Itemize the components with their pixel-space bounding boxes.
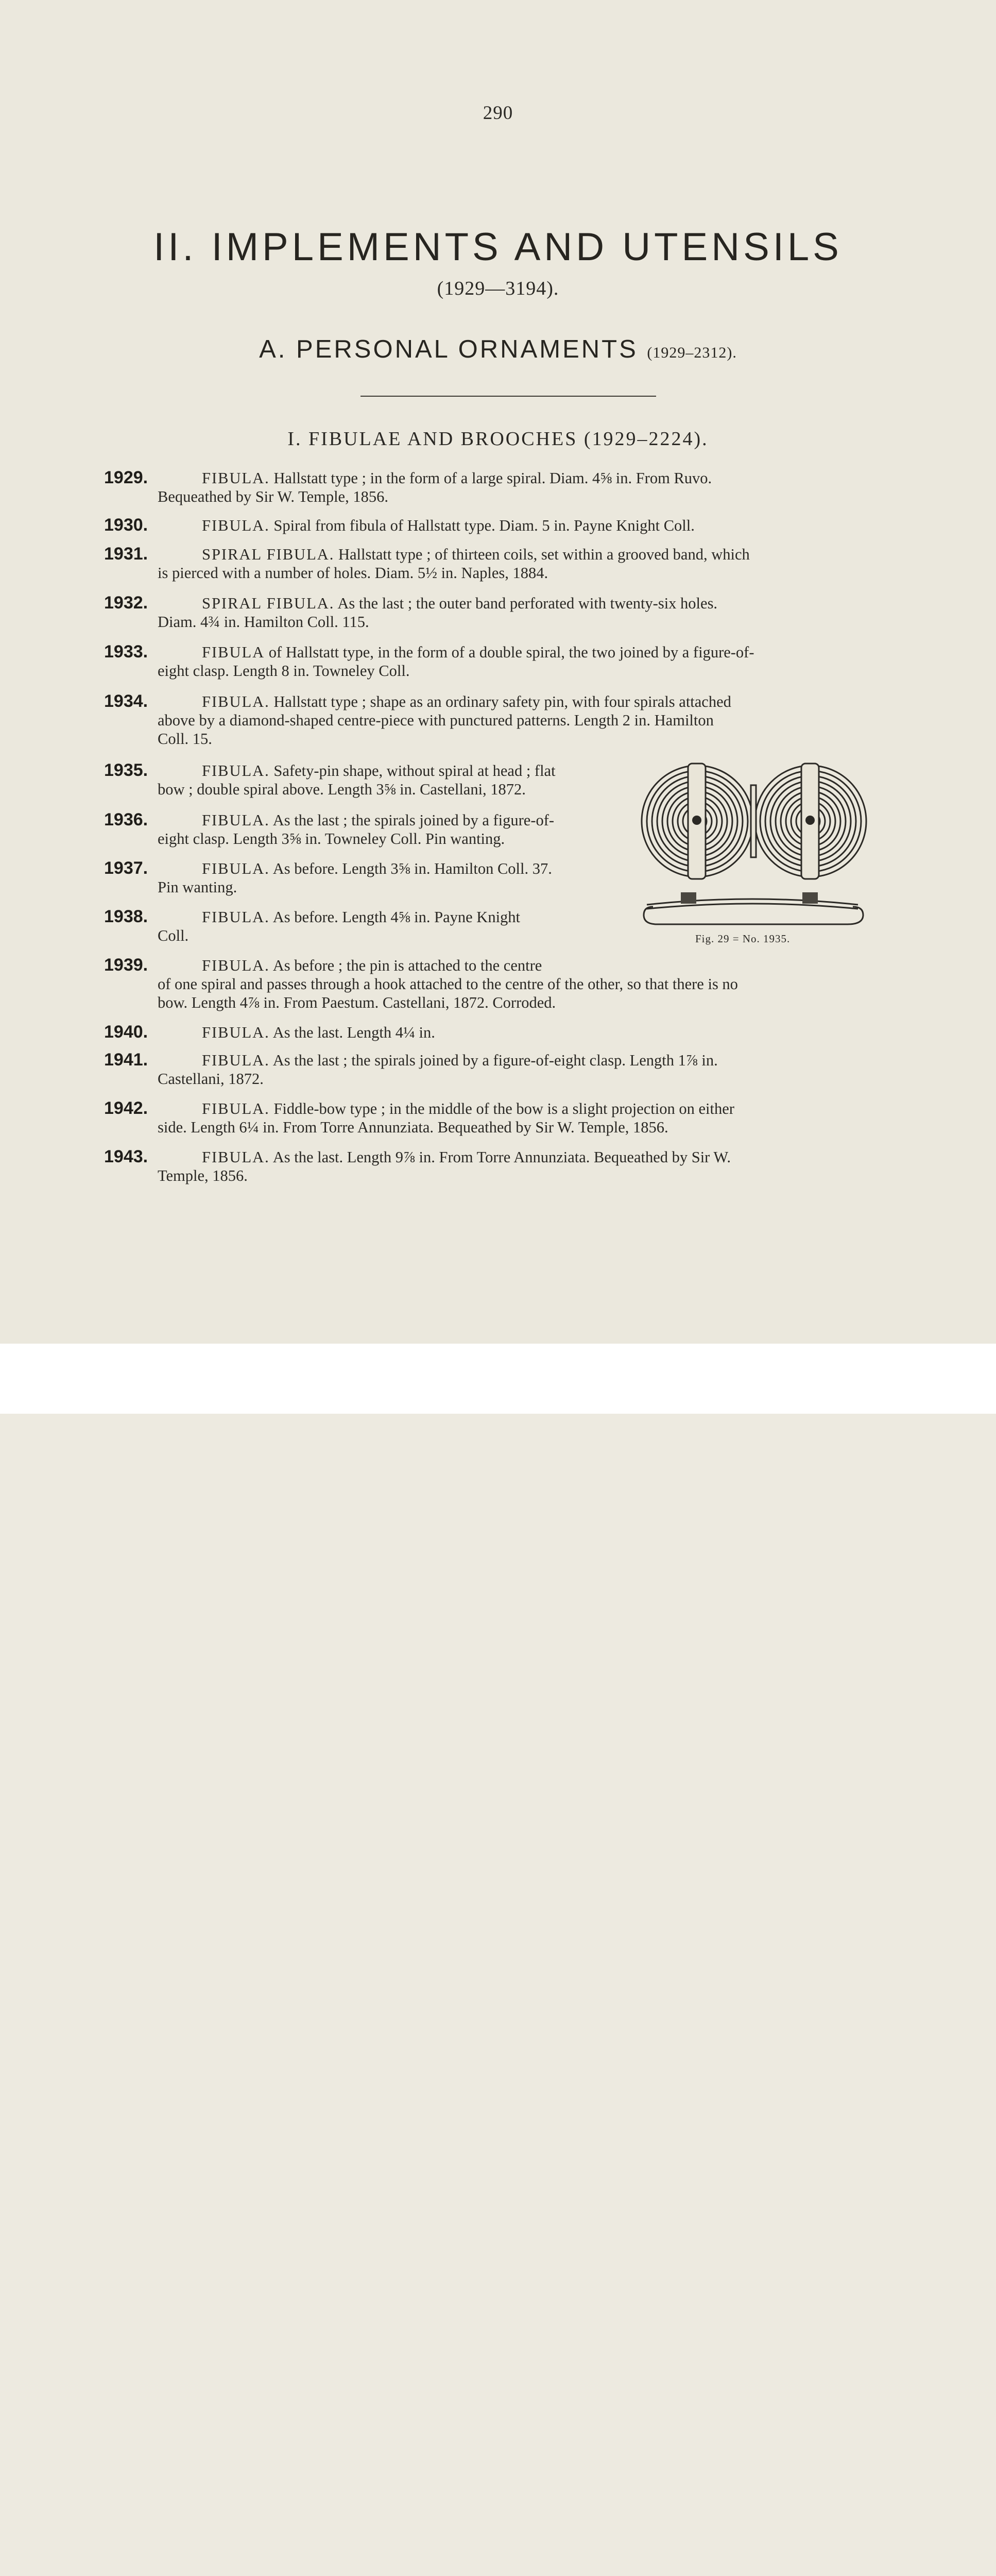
entry-text: As the last ; the spirals joined by a figure-of-eight clasp. Length 1⅞ in. xyxy=(272,1052,718,1069)
entry-heading: FIBULA. xyxy=(202,1100,270,1117)
entry-text: Hallstatt type ; in the form of a large spiral. Diam. 4⅝ in. From Ruvo. xyxy=(273,469,712,487)
entry-number: 1934. xyxy=(104,691,148,711)
divider-rule xyxy=(360,396,656,397)
entry-text: Temple, 1856. xyxy=(158,1167,248,1184)
entry-heading: FIBULA. xyxy=(202,1024,270,1041)
entry-heading: FIBULA. xyxy=(202,957,270,974)
entry-number: 1931. xyxy=(104,544,148,564)
entry-text: Hallstatt type ; of thirteen coils, set within a grooved band, which xyxy=(338,546,750,563)
subsection-title: I. FIBULAE AND BROOCHES (1929–2224). xyxy=(287,428,709,450)
entry-number: 1933. xyxy=(104,642,148,662)
entry-heading: FIBULA. xyxy=(202,517,270,534)
entry-text: bow. Length 4⅞ in. From Paestum. Castellani, 1872. Corroded. xyxy=(158,994,556,1011)
entry-text: Spiral from fibula of Hallstatt type. Diam. 5 in. Payne Knight Coll. xyxy=(273,517,695,534)
entry-number: 1929. xyxy=(104,468,148,487)
entry-number: 1943. xyxy=(104,1147,148,1166)
entry-number: 1930. xyxy=(104,515,148,535)
entry-text: As the last ; the spirals joined by a figure-of- xyxy=(272,811,555,829)
entry-text: eight clasp. Length 3⅝ in. Towneley Coll. Pin wanting. xyxy=(158,830,505,848)
entry-text: Fiddle-bow type ; in the middle of the bow is a slight projection on either xyxy=(273,1100,734,1117)
entry-text: of one spiral and passes through a hook attached to the centre of the other, so that there is no xyxy=(158,975,738,993)
entry-text: As the last. Length 9⅞ in. From Torre Annunziata. Bequeathed by Sir W. xyxy=(272,1148,731,1166)
figure-caption: Fig. 29 = No. 1935. xyxy=(695,933,791,945)
entry-text: As before ; the pin is attached to the centre xyxy=(272,957,542,974)
section-heading-title: A. PERSONAL ORNAMENTS xyxy=(259,335,638,363)
entry-number: 1937. xyxy=(104,858,148,878)
entry-heading: FIBULA. xyxy=(202,811,270,829)
section-heading-range: (1929–2312). xyxy=(647,344,737,361)
entry-text: Pin wanting. xyxy=(158,878,237,896)
entry-text: Coll. xyxy=(158,927,189,944)
entry-number: 1942. xyxy=(104,1098,148,1118)
entry-text: Coll. 15. xyxy=(158,730,212,748)
entry-number: 1938. xyxy=(104,907,148,926)
entry-text: Diam. 4¾ in. Hamilton Coll. 115. xyxy=(158,613,369,631)
entry-text: bow ; double spiral above. Length 3⅝ in. Castellani, 1872. xyxy=(158,781,526,798)
entry-heading: FIBULA. xyxy=(202,1148,270,1166)
entry-text: Castellani, 1872. xyxy=(158,1070,264,1088)
entry-heading: FIBULA xyxy=(202,643,265,661)
section-heading xyxy=(0,335,996,364)
entry-text: As before. Length 3⅝ in. Hamilton Coll. 37. xyxy=(272,860,552,877)
entry-heading: FIBULA. xyxy=(202,762,270,779)
fibula-illustration xyxy=(637,754,868,950)
entry-heading: FIBULA. xyxy=(202,693,270,710)
entry-text: above by a diamond-shaped centre-piece with punctured patterns. Length 2 in. Hamilton xyxy=(158,711,714,729)
entry-heading: FIBULA. xyxy=(202,860,270,877)
entry-number: 1935. xyxy=(104,760,148,780)
entry-heading: FIBULA. xyxy=(202,469,270,487)
entry-text: As the last. Length 4¼ in. xyxy=(272,1024,435,1041)
entry-number: 1932. xyxy=(104,593,148,613)
entry-heading: FIBULA. xyxy=(202,908,270,926)
entry-heading: FIBULA. xyxy=(202,1052,270,1069)
entry-text: As before. Length 4⅝ in. Payne Knight xyxy=(272,908,521,926)
entry-number: 1936. xyxy=(104,810,148,829)
entry-text: of Hallstatt type, in the form of a double spiral, the two joined by a figure-of- xyxy=(268,643,754,661)
entry-text: Bequeathed by Sir W. Temple, 1856. xyxy=(158,488,388,505)
entry-number: 1940. xyxy=(104,1022,148,1042)
entry-text: is pierced with a number of holes. Diam. 5½ in. Naples, 1884. xyxy=(158,564,548,582)
entry-number: 1941. xyxy=(104,1050,148,1070)
entry-text: Safety-pin shape, without spiral at head ; flat xyxy=(273,762,556,779)
page-number: 290 xyxy=(483,103,513,124)
entry-text: side. Length 6¼ in. From Torre Annunziata. Bequeathed by Sir W. Temple, 1856. xyxy=(158,1118,668,1136)
entry-heading: SPIRAL FIBULA. xyxy=(202,546,335,563)
chapter-title: II. IMPLEMENTS AND UTENSILS xyxy=(153,225,843,269)
entry-text: eight clasp. Length 8 in. Towneley Coll. xyxy=(158,662,410,680)
entry-number: 1939. xyxy=(104,955,148,975)
entry-heading: SPIRAL FIBULA. xyxy=(202,595,335,612)
entry-text: Hallstatt type ; shape as an ordinary safety pin, with four spirals attached xyxy=(273,693,731,710)
chapter-range: (1929—3194). xyxy=(437,278,559,299)
digitization-footer xyxy=(0,1344,996,1414)
entry-text: As the last ; the outer band perforated with twenty-six holes. xyxy=(337,595,718,612)
